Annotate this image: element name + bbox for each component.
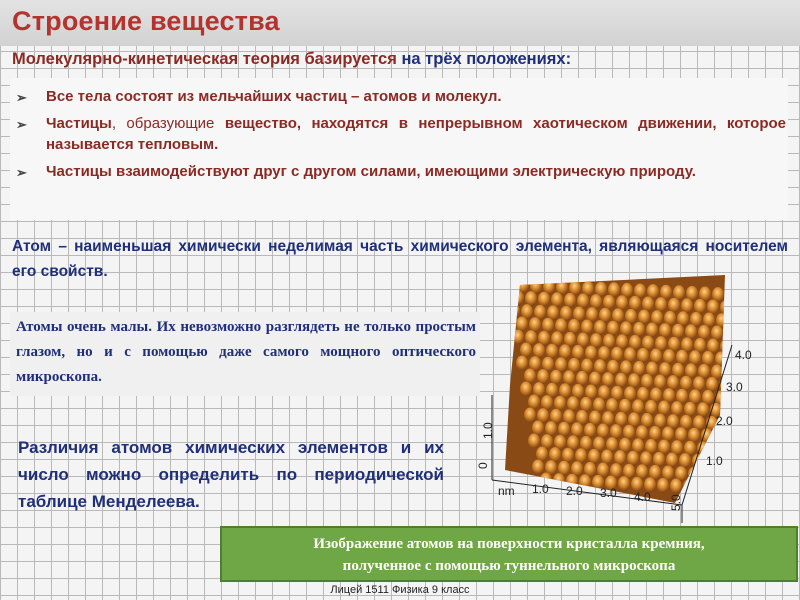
atom-bump [632, 399, 644, 414]
atom-surface-plot [470, 265, 800, 535]
atom-bump [594, 320, 606, 335]
atom-bump [706, 377, 718, 392]
atom-bump [545, 421, 557, 436]
atom-bump [590, 294, 602, 309]
atom-bump [611, 347, 623, 362]
atom-bump [580, 397, 592, 412]
atoms-small-text: Атомы очень малы. Их невозможно разглядеть не только простым глазом, но и с помощью даже самого мощного оптического микроскопа. [16, 319, 476, 385]
atom-bump [689, 350, 701, 365]
atom-bump [568, 319, 580, 334]
atom-bump [680, 376, 692, 391]
bottom-tick-label: nm [498, 484, 515, 498]
atom-bump [641, 374, 653, 389]
atom-bump [520, 382, 532, 397]
principle-3 [14, 161, 786, 182]
principle-2-mid: , образующие [111, 115, 225, 132]
atom-bump [640, 451, 652, 466]
atom-bump [720, 300, 732, 315]
atom-bump [555, 318, 567, 333]
bottom-tick-label: 5.0 [669, 494, 683, 511]
atom-bump [620, 321, 632, 336]
atom-bump [655, 297, 667, 312]
atom-bump [558, 422, 570, 437]
atom-bump [603, 295, 615, 310]
atom-bump [633, 322, 645, 337]
atom-bump [542, 318, 554, 333]
bullet-arrow-icon: ➢ [16, 165, 27, 180]
atom-bump [736, 404, 748, 419]
left-tick-label: 1.0 [481, 422, 495, 439]
atom-bump [649, 426, 661, 441]
atom-bump [512, 330, 524, 345]
atom-bump [563, 370, 575, 385]
caption-line-2: полученное с помощью туннельного микроскопа [342, 558, 676, 574]
bottom-tick-label: 1.0 [532, 482, 549, 496]
atom-bump [627, 451, 639, 466]
right-tick-label: 4.0 [735, 348, 752, 362]
atom-bump [637, 348, 649, 363]
atom-bump [698, 325, 710, 340]
atom-bump [614, 450, 626, 465]
atom-bump [619, 399, 631, 414]
bottom-tick-label: 4.0 [634, 490, 651, 504]
atom-bump [567, 396, 579, 411]
atom-bump [722, 481, 734, 496]
atom-bump [554, 396, 566, 411]
atom-bump [623, 425, 635, 440]
principles-list [14, 86, 786, 188]
atom-bump [694, 299, 706, 314]
principle-3-text: Частицы взаимодействуют друг с другом силами, имеющими электрическую природу. [46, 163, 696, 180]
atom-bump [615, 373, 627, 388]
atom-bump [714, 429, 726, 444]
atom-bump [684, 402, 696, 417]
atom-bump [559, 344, 571, 359]
slide-footer: Лицей 1511 Физика 9 класс [330, 584, 470, 596]
atom-bump [528, 395, 540, 410]
atom-bump [618, 476, 630, 491]
image-caption [220, 526, 798, 582]
slide-title: Строение вещества [12, 6, 280, 36]
caption-line-1: Изображение атомов на поверхности кристалла кремния, [313, 536, 705, 552]
atom-bump [666, 453, 678, 468]
atom-bump [541, 395, 553, 410]
atom-bump [670, 479, 682, 494]
atom-definition: Атом – наименьшая химически неделимая часть химического элемента, являющаяся носителем его свойств. [12, 238, 788, 280]
atom-bump [696, 480, 708, 495]
atom-bump [624, 347, 636, 362]
atom-bump [701, 467, 713, 482]
atom-bump [588, 449, 600, 464]
atom-bump [516, 317, 528, 332]
atom-bump [654, 375, 666, 390]
atom-bump [653, 452, 665, 467]
subtitle-highlight: на трёх положениях: [401, 50, 572, 68]
atom-bump [598, 346, 610, 361]
atom-bump [645, 400, 657, 415]
atom-bump [727, 469, 739, 484]
atom-bump [553, 473, 565, 488]
atom-bump [533, 343, 545, 358]
principle-1 [14, 86, 786, 107]
atom-bump [537, 369, 549, 384]
principle-2-rest: вещество, находятся в непрерывном хаотическом движении, которое называется тепловым. [46, 115, 786, 153]
atom-bump [524, 408, 536, 423]
atom-bump [525, 291, 537, 306]
atom-bump [646, 323, 658, 338]
atom-bump [616, 295, 628, 310]
atom-bump [693, 376, 705, 391]
atom-bump [550, 370, 562, 385]
atom-bump [577, 294, 589, 309]
atom-bump [601, 450, 613, 465]
atom-bump [564, 293, 576, 308]
atom-bump [575, 448, 587, 463]
atom-bump [740, 469, 752, 484]
atom-bump [508, 304, 520, 319]
right-tick-label: 3.0 [726, 380, 743, 394]
atom-bump [672, 324, 684, 339]
atom-bump [724, 365, 736, 380]
atom-bump [732, 417, 744, 432]
bottom-tick-label: 3.0 [600, 486, 617, 500]
atom-bump [520, 343, 532, 358]
atom-bump [538, 292, 550, 307]
left-tick-label: 0 [476, 462, 490, 469]
atom-bump [606, 398, 618, 413]
bullet-arrow-icon: ➢ [16, 90, 27, 105]
atom-bump [581, 320, 593, 335]
atom-bump [512, 291, 524, 306]
atom-bump [736, 443, 748, 458]
atom-bump [715, 352, 727, 367]
atom-bump [572, 345, 584, 360]
atom-bump [551, 292, 563, 307]
atom-bump [642, 297, 654, 312]
atom-bump [697, 402, 709, 417]
right-tick-label: 1.0 [706, 454, 723, 468]
atom-bump [714, 468, 726, 483]
atom-bump [679, 453, 691, 468]
atom-bump [707, 300, 719, 315]
atom-bump [597, 424, 609, 439]
atom-bump [727, 430, 739, 445]
atom-bump [607, 321, 619, 336]
stm-silicon-surface-image [470, 265, 800, 535]
atom-bump [724, 326, 736, 341]
atom-bump [681, 298, 693, 313]
atom-bump [524, 369, 536, 384]
atom-bump [668, 298, 680, 313]
subtitle-main: Молекулярно-кинетическая теория базируется [12, 50, 402, 68]
atom-bump [584, 423, 596, 438]
atom-bump [731, 456, 743, 471]
atom-bump [671, 401, 683, 416]
atom-bump [701, 428, 713, 443]
atom-bump [602, 372, 614, 387]
atom-bump [536, 447, 548, 462]
atom-bump [576, 371, 588, 386]
atom-bump [562, 448, 574, 463]
atom-bump [629, 296, 641, 311]
atom-bump [532, 460, 544, 475]
atom-bump [517, 278, 529, 293]
atom-bump [688, 428, 700, 443]
atom-bump [585, 346, 597, 361]
bullet-arrow-icon: ➢ [16, 117, 27, 132]
slide-subtitle [12, 50, 792, 69]
atom-bump [702, 351, 714, 366]
atom-bump [504, 278, 516, 293]
atom-bump [546, 344, 558, 359]
atom-bump [571, 422, 583, 437]
atom-bump [593, 398, 605, 413]
atom-bump [735, 482, 747, 497]
atom-bump [744, 456, 756, 471]
atom-bump [723, 443, 735, 458]
atom-bump [662, 427, 674, 442]
atom-bump [748, 482, 760, 497]
atom-bump [740, 430, 752, 445]
atom-bump [529, 317, 541, 332]
bottom-tick-label: 2.0 [566, 484, 583, 498]
atom-bump [657, 478, 669, 493]
atom-bump [663, 349, 675, 364]
atom-bump [658, 401, 670, 416]
atom-bump [549, 447, 561, 462]
atom-bump [675, 427, 687, 442]
atom-bump [676, 350, 688, 365]
atom-bump [589, 372, 601, 387]
atom-bump [711, 326, 723, 341]
atom-bump [516, 356, 528, 371]
atom-bump [709, 480, 721, 495]
principle-2 [14, 113, 786, 155]
element-differences-text: Различия атомов химических элементов и их число можно определить по периодической таблице Менделеева. [18, 438, 444, 511]
atom-bump [628, 373, 640, 388]
principle-2-lead: Частицы [46, 115, 112, 132]
atom-bump [636, 425, 648, 440]
atom-bump [528, 434, 540, 449]
atom-bump [659, 323, 671, 338]
principle-1-text: Все тела состоят из мельчайших частиц – атомов и молекул. [46, 88, 502, 105]
right-tick-label: 2.0 [716, 414, 733, 428]
atom-bump [667, 375, 679, 390]
atom-bump [685, 324, 697, 339]
atom-bump [532, 421, 544, 436]
atom-bump [650, 349, 662, 364]
atom-bump [610, 424, 622, 439]
